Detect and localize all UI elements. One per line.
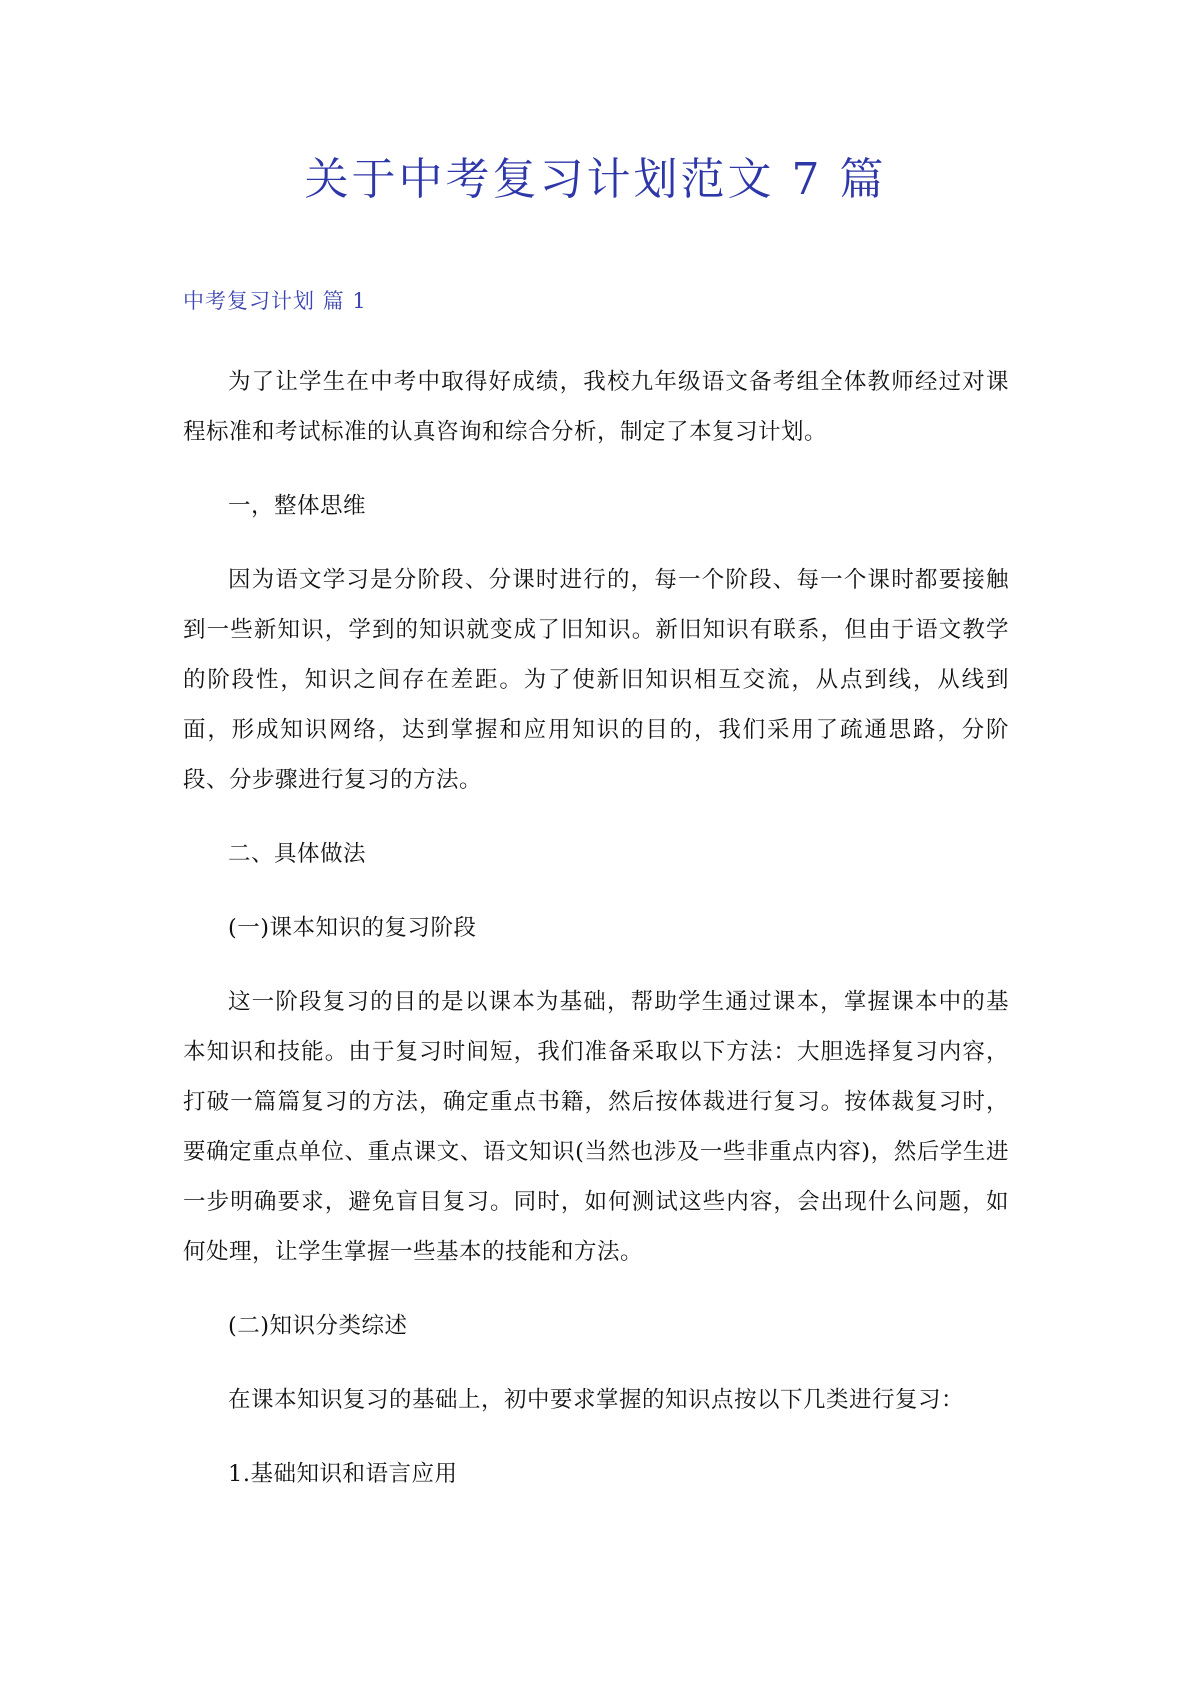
document-body xyxy=(183,357,1009,1523)
subheading-textbook-review: (一)课本知识的复习阶段 xyxy=(228,915,477,941)
body-paragraph: 因为语文学习是分阶段、分课时进行的，每一个阶段、每一个课时都要接触到一些新知识，学到的知识就变成了旧知识。新旧知识有联系，但由于语文教学的阶段性，知识之间存在差距。为了使新旧知识相互交流，从点到线，从线到面，形成知识网络，达到掌握和应用知识的目的，我们采用了疏通思路，分阶段、分步骤进行复习的方法。 xyxy=(183,567,1009,793)
document-title: 关于中考复习计划范文 7 篇 xyxy=(304,154,887,205)
list-item-basic-knowledge: 1.基础知识和语言应用 xyxy=(228,1461,458,1487)
subheading-knowledge-classification: (二)知识分类综述 xyxy=(228,1313,408,1339)
subheading-overall-thinking: 一，整体思维 xyxy=(228,493,367,519)
body-paragraph: 为了让学生在中考中取得好成绩，我校九年级语文备考组全体教师经过对课程标准和考试标准的认真咨询和综合分析，制定了本复习计划。 xyxy=(183,369,1009,445)
body-paragraph: 这一阶段复习的目的是以课本为基础，帮助学生通过课本，掌握课本中的基本知识和技能。由于复习时间短，我们准备采取以下方法：大胆选择复习内容，打破一篇篇复习的方法，确定重点书籍，然后按体裁进行复习。按体裁复习时，要确定重点单位、重点课文、语文知识(当然也涉及一些非重点内容)，然后学生进一步明确要求，避免盲目复习。同时，如何测试这些内容，会出现什么问题，如何处理，让学生掌握一些基本的技能和方法。 xyxy=(183,989,1009,1265)
body-paragraph: 在课本知识复习的基础上，初中要求掌握的知识点按以下几类进行复习： xyxy=(228,1387,965,1413)
section-heading: 中考复习计划 篇 1 xyxy=(183,289,367,313)
subheading-specific-methods: 二、具体做法 xyxy=(228,841,367,867)
